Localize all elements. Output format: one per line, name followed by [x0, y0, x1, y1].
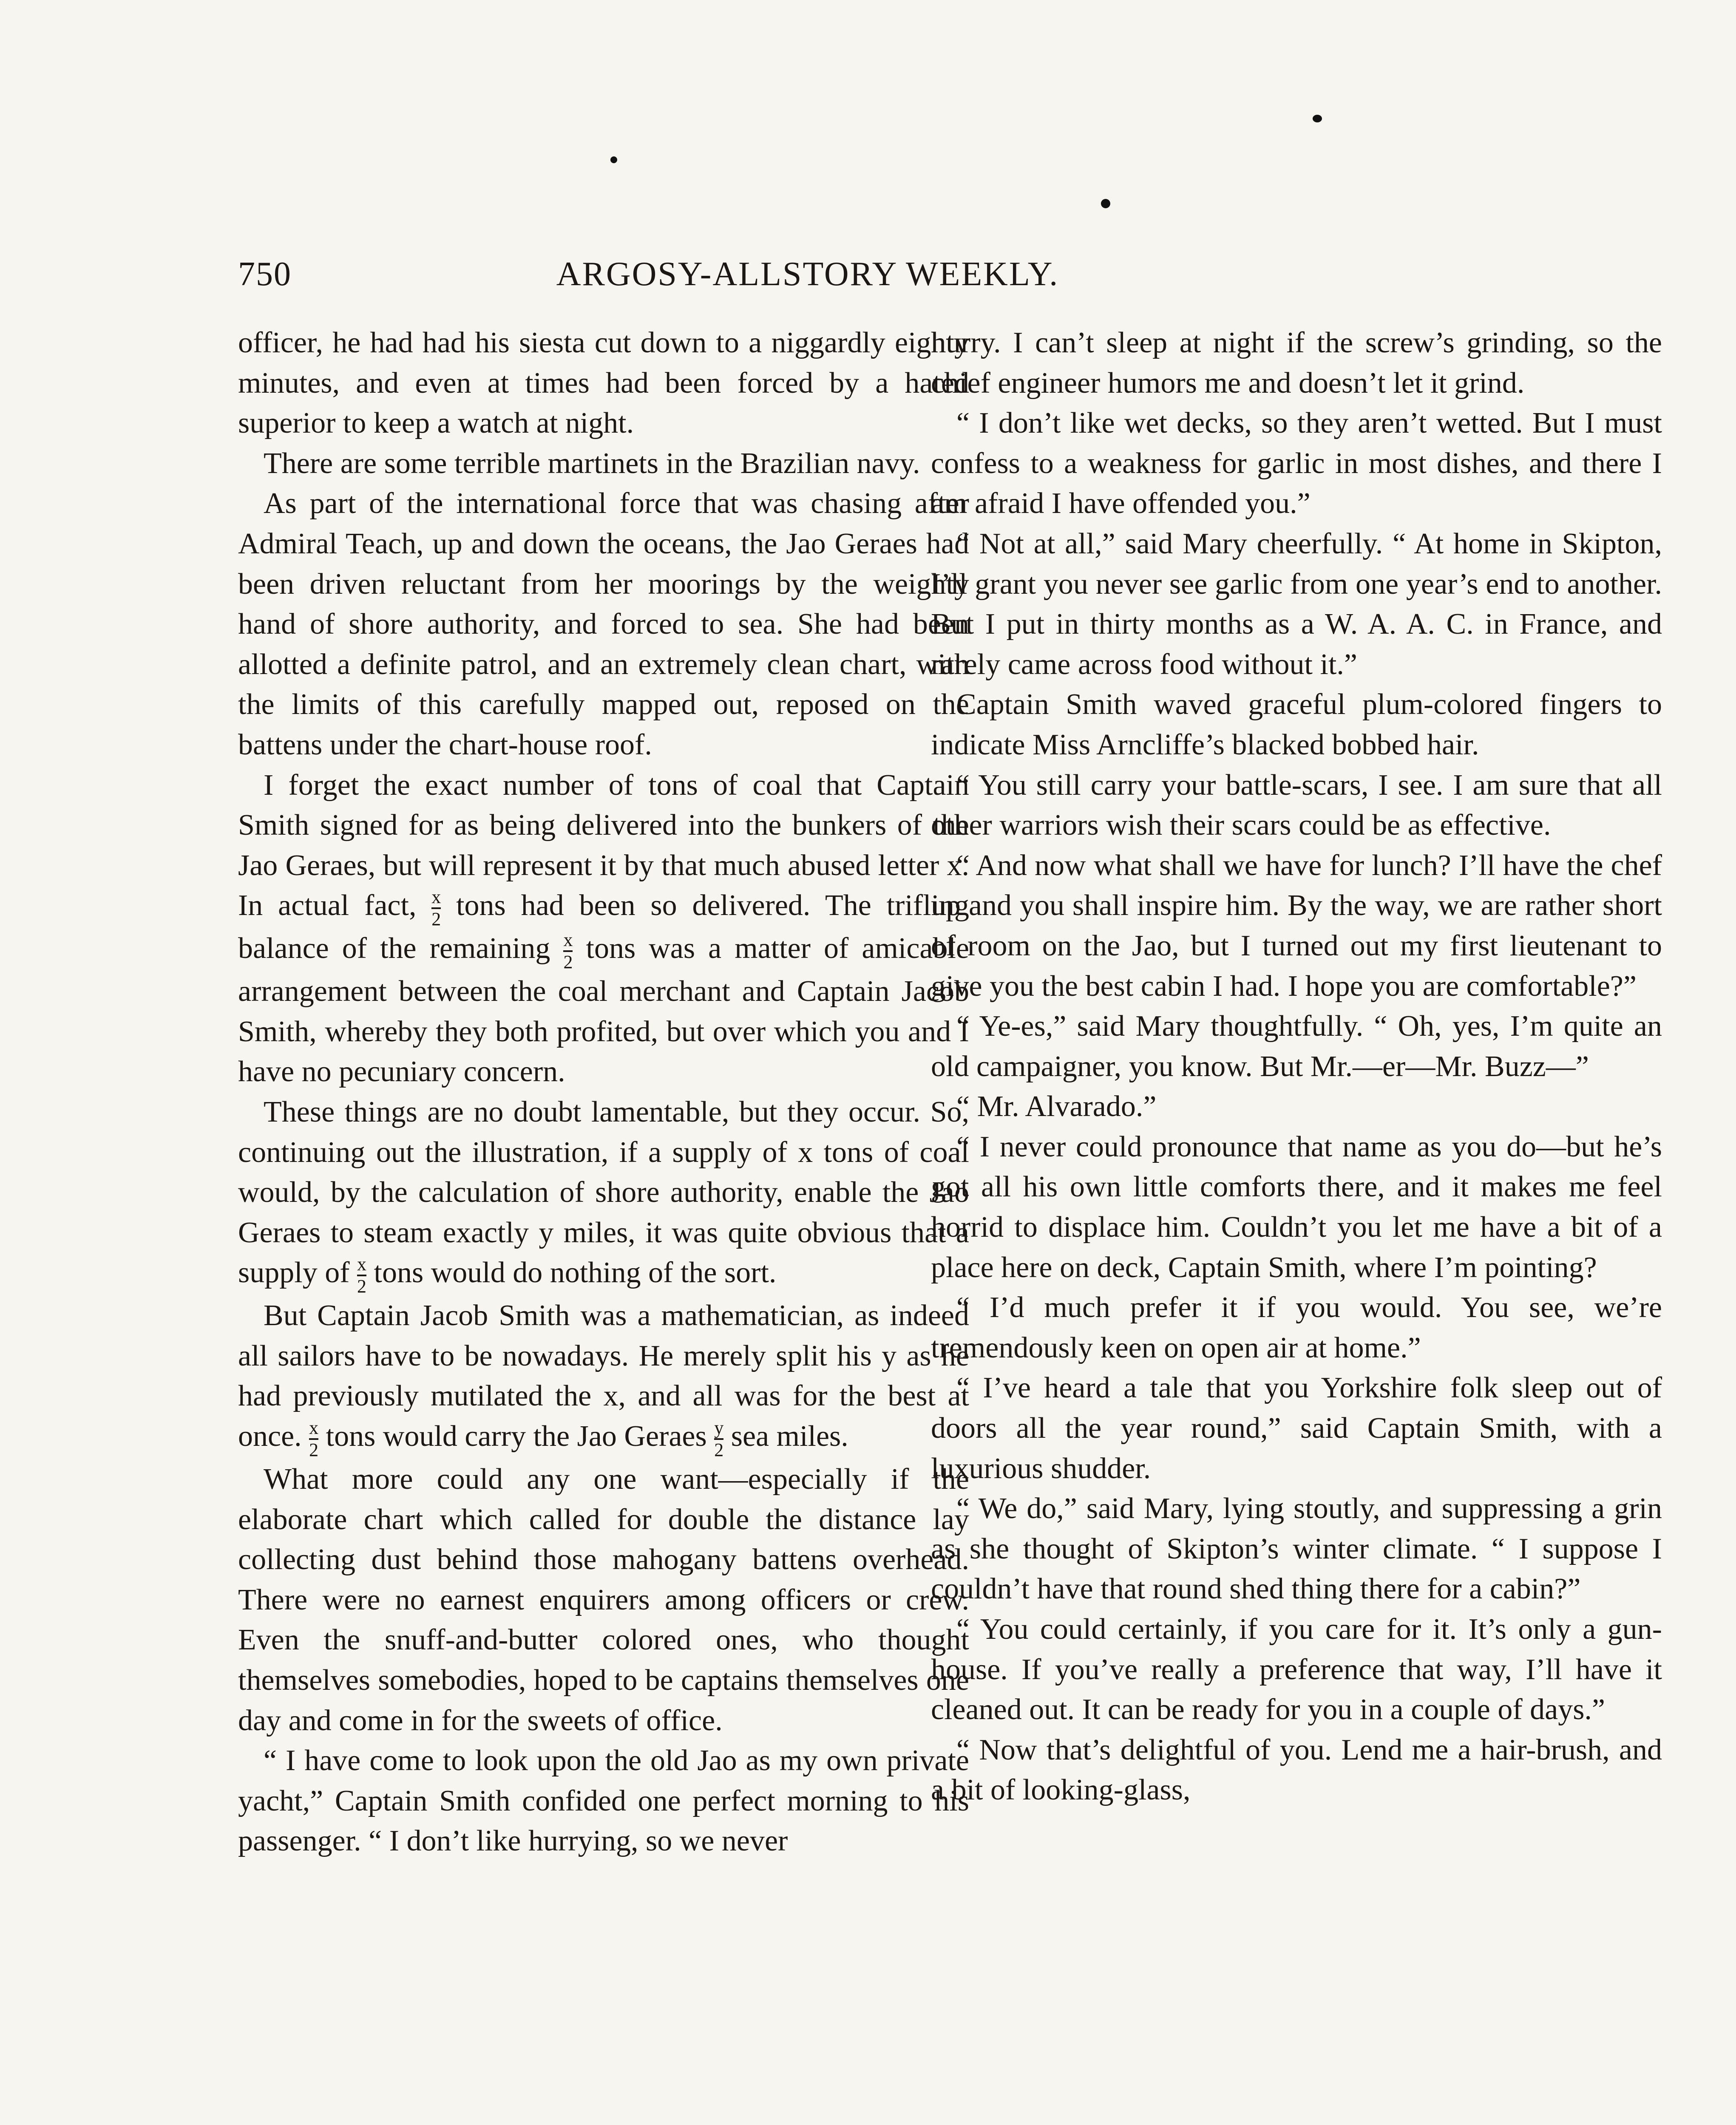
paragraph-text: “ And now what shall we have for lunch? I’ll have the chef up and you shall inspire him. By the way, we are rather short of room on the Jao, but I turned out my first lieutenant to give you the best cabin I had. I hope you are comfortable?” — [931, 849, 1662, 1003]
paragraph-text: officer, he had had his siesta cut down to a niggardly eighty minutes, and even at times had been forced by a hated superior to keep a watch at night. — [238, 326, 969, 440]
paragraph-text: sea miles. — [723, 1420, 848, 1453]
paragraph — [238, 765, 969, 1092]
paragraph — [931, 1609, 1662, 1730]
paragraph-text: tons was a matter of amicable arrangement between the coal merchant and Captain Jacob Smith, whereby they both profited, but over which you and I have no pecuniary concern. — [238, 932, 969, 1088]
fraction-denominator: 2 — [431, 909, 441, 930]
fraction-denominator: 2 — [714, 1439, 724, 1460]
paragraph-text: I forget the exact number of tons of coal that Captain Smith signed for as being delivered into the bunkers of the Jao Geraes, but will represent it by that much abused letter x. In actual fact, — [238, 768, 969, 922]
paragraph — [238, 1459, 969, 1741]
paragraph-text: “ We do,” said Mary, lying stoutly, and suppressing a grin as she thought of Skipton’s winter climate. “ I suppose I couldn’t have that round shed thing there for a cabin?” — [931, 1492, 1662, 1606]
paragraph — [931, 524, 1662, 685]
paragraph-text: “ Now that’s delightful of you. Lend me a hair-brush, and a bit of looking-glass, — [931, 1733, 1662, 1807]
paragraph — [931, 1006, 1662, 1087]
fraction-numerator: x — [563, 929, 573, 951]
paragraph — [931, 1087, 1662, 1127]
fraction-denominator: 2 — [357, 1276, 366, 1297]
paragraph — [931, 765, 1662, 846]
fraction-denominator: 2 — [563, 952, 573, 973]
ink-speck — [1313, 115, 1322, 122]
fraction — [563, 931, 573, 972]
fraction-denominator: 2 — [309, 1439, 319, 1460]
paragraph — [238, 444, 969, 484]
paragraph — [238, 1741, 969, 1862]
page-number: 750 — [238, 255, 292, 293]
paragraph — [238, 1092, 969, 1296]
paragraph — [931, 403, 1662, 524]
paragraph — [238, 323, 969, 444]
paragraph-text: “ You could certainly, if you care for it. It’s only a gun-house. If you’ve really a preference that way, I’ll have it cleaned out. It can be ready for you in a couple of days.” — [931, 1613, 1662, 1726]
paragraph — [931, 1368, 1662, 1489]
ink-speck — [610, 156, 617, 163]
fraction-numerator: x — [309, 1417, 319, 1438]
paragraph-text: “ Mr. Alvarado.” — [956, 1090, 1157, 1123]
paragraph-text: What more could any one want—especially if the elaborate chart which called for double the distance lay collecting dust behind those mahogany battens overhead. There were no earnest enquirers among officers or crew. Even the snuff-and-butter colored ones, who thought themselves somebodies, hoped to be captains themselves one day and come in for the sweets of office. — [238, 1463, 969, 1737]
paragraph — [931, 1730, 1662, 1810]
paragraph-text: tons had been so delivered. The trifling balance of the remaining — [238, 889, 970, 965]
fraction — [357, 1255, 366, 1296]
paragraph — [931, 685, 1662, 765]
fraction — [714, 1419, 723, 1459]
paragraph-text: These things are no doubt lamentable, but they occur. So, continuing out the illustration, if a supply of x tons of coal would, by the calculation of shore authority, enable the Jao Geraes to steam exactly y miles, it was quite obvious that a supply of — [238, 1095, 969, 1289]
paragraph — [931, 846, 1662, 1006]
paragraph-text: tons would carry the Jao Geraes — [318, 1420, 715, 1453]
paragraph-text: “ I don’t like wet decks, so they aren’t wetted. But I must confess to a weakness for garlic in most dishes, and there I am afraid I have offended you.” — [931, 407, 1662, 520]
paragraph — [238, 1296, 969, 1459]
paragraph — [931, 323, 1662, 403]
paragraph-text: But Captain Jacob Smith was a mathematician, as indeed all sailors have to be nowadays. He merely split his y as he had previously mutilated the x, and all was for the best at once. — [238, 1299, 969, 1453]
paragraph — [931, 1288, 1662, 1368]
fraction — [431, 888, 441, 929]
paragraph-text: “ You still carry your battle-scars, I see. I am sure that all other warriors wish their scars could be as effective. — [931, 768, 1662, 842]
paragraph — [931, 1489, 1662, 1609]
paragraph-text: “ Ye-es,” said Mary thoughtfully. “ Oh, yes, I’m quite an old campaigner, you know. But Mr.—er—Mr. Buzz—” — [931, 1010, 1662, 1083]
paragraph-text: “ I never could pronounce that name as you do—but he’s got all his own little comforts there, and it makes me feel horrid to displace him. Couldn’t you let me have a bit of a place here on deck, Captain Smith, where I’m pointing? — [931, 1130, 1662, 1284]
fraction-numerator: x — [431, 887, 441, 908]
paragraph-text: Captain Smith waved graceful plum-colored fingers to indicate Miss Arncliffe’s blacked bobbed hair. — [931, 688, 1662, 761]
ink-speck — [1101, 199, 1110, 208]
fraction-numerator: y — [714, 1417, 724, 1438]
paragraph-text: “ Not at all,” said Mary cheerfully. “ At home in Skipton, I’ll grant you never see garlic from one year’s end to another. But I put in thirty months as a W. A. A. C. in France, and rarely came across food without it.” — [931, 527, 1662, 681]
paragraph — [238, 484, 969, 765]
page-header — [238, 251, 1194, 298]
left-column — [238, 323, 969, 1862]
paragraph-text: There are some terrible martinets in the Brazilian navy. — [264, 447, 920, 480]
fraction-numerator: x — [357, 1254, 366, 1275]
running-title: ARGOSY-ALLSTORY WEEKLY. — [556, 255, 1059, 293]
fraction — [309, 1419, 318, 1459]
paragraph-text: “ I’d much prefer it if you would. You see, we’re tremendously keen on open air at home.” — [931, 1291, 1662, 1364]
paragraph-text: “ I have come to look upon the old Jao as my own private yacht,” Captain Smith confided one perfect morning to his passenger. “ I don’t like hurrying, so we never — [238, 1744, 969, 1858]
paragraph-text: hurry. I can’t sleep at night if the screw’s grinding, so the chief engineer humors me and doesn’t let it grind. — [931, 326, 1662, 400]
paragraph — [931, 1127, 1662, 1288]
paragraph-text: “ I’ve heard a tale that you Yorkshire folk sleep out of doors all the year round,” said Captain Smith, with a luxurious shudder. — [931, 1371, 1662, 1485]
right-column — [931, 323, 1662, 1810]
paragraph-text: As part of the international force that was chasing after Admiral Teach, up and down the oceans, the Jao Geraes had been driven reluctant from her moorings by the weighty hand of shore authority, and forced to sea. She had been allotted a definite patrol, and an extremely clean chart, with the limits of this carefully mapped out, reposed on the battens under the chart-house roof. — [238, 487, 969, 761]
paragraph-text: tons would do nothing of the sort. — [366, 1256, 777, 1289]
